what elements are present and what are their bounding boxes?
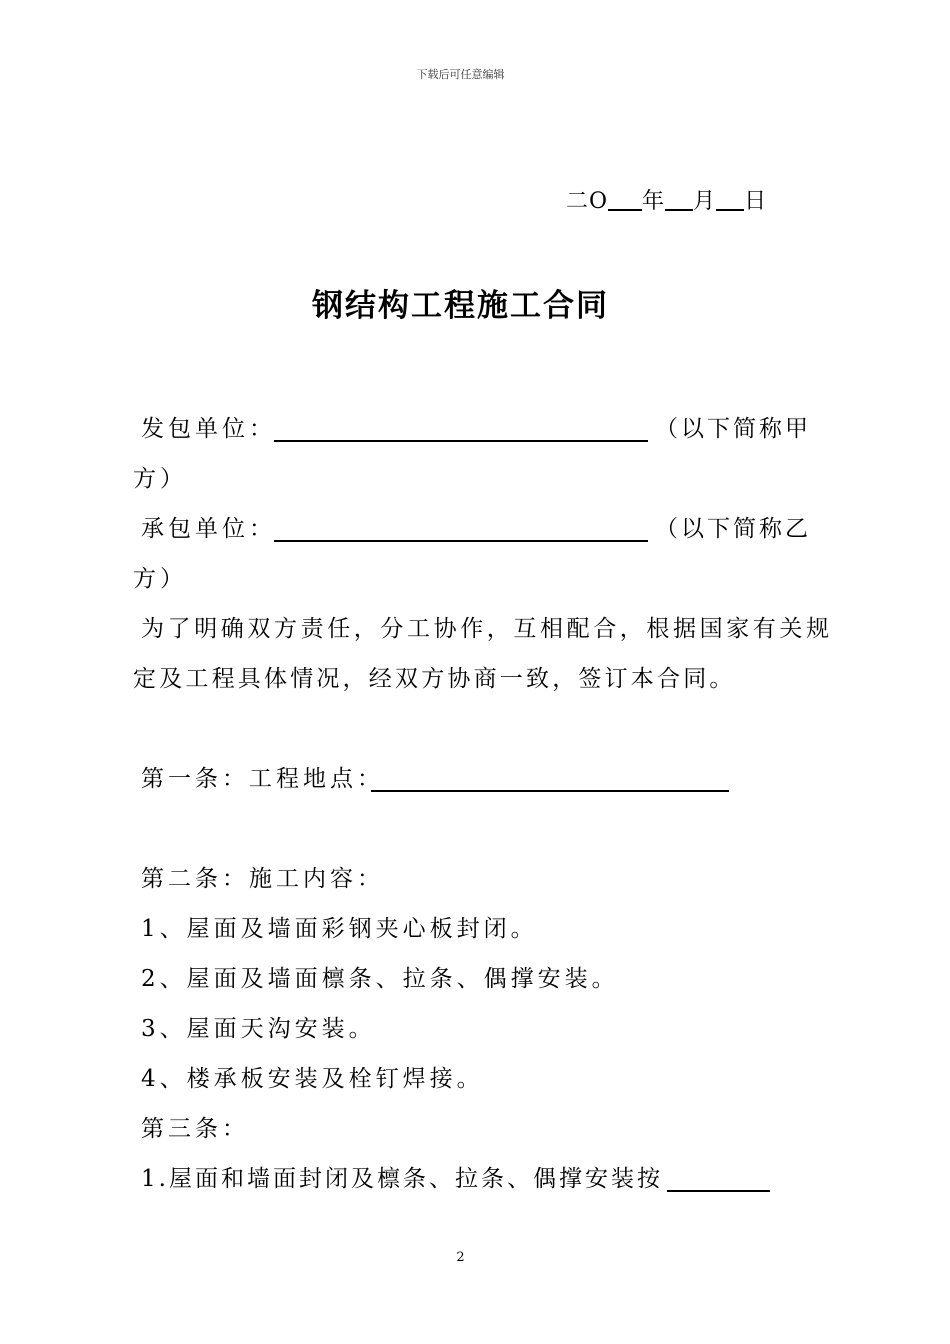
page-header: 下载后可任意编辑 — [416, 68, 505, 81]
list-item: 3、屋面天沟安装。 — [141, 1016, 376, 1042]
date-month: 月 — [693, 189, 717, 214]
article-3-item-1: 1.屋面和墙面封闭及檩条、拉条、偶撑安装按 — [141, 1166, 663, 1192]
date-year: 年 — [642, 189, 666, 214]
intro-line-2: 定及工程具体情况，经双方协商一致，签订本合同。 — [133, 666, 736, 692]
party-a-wrap: 方） — [133, 466, 187, 492]
party-a-suffix: （以下简称甲 — [655, 416, 811, 442]
article-1-blank — [371, 764, 729, 792]
party-a-blank — [274, 414, 648, 442]
intro-line-1: 为了明确双方责任，分工协作，互相配合，根据国家有关规 — [141, 616, 833, 642]
list-item: 2、屋面及墙面檩条、拉条、偶撑安装。 — [141, 966, 619, 992]
party-b-label: 承包单位： — [141, 516, 276, 542]
list-item: 1、屋面及墙面彩钢夹心板封闭。 — [141, 916, 538, 942]
party-a-line — [141, 410, 276, 443]
list-item: 4、楼承板安装及栓钉焊接。 — [141, 1066, 484, 1092]
party-b-line — [141, 510, 276, 543]
year-blank — [608, 189, 642, 211]
article-1-label: 第一条：工程地点： — [141, 766, 384, 792]
party-b-wrap: 方） — [133, 566, 187, 592]
article-3-blank — [667, 1164, 770, 1192]
party-b-suffix: （以下简称乙 — [655, 516, 811, 542]
page-number: 2 — [456, 1250, 465, 1265]
month-blank — [665, 189, 693, 211]
date-prefix: 二O — [566, 189, 609, 214]
article-3-label: 第三条： — [141, 1116, 249, 1142]
party-b-blank — [274, 514, 648, 542]
party-a-label: 发包单位： — [141, 416, 276, 442]
article-2-label: 第二条：施工内容： — [141, 866, 384, 892]
date-day: 日 — [744, 189, 768, 214]
contract-date — [566, 184, 767, 215]
day-blank — [716, 189, 744, 211]
document-title: 钢结构工程施工合同 — [312, 288, 609, 324]
